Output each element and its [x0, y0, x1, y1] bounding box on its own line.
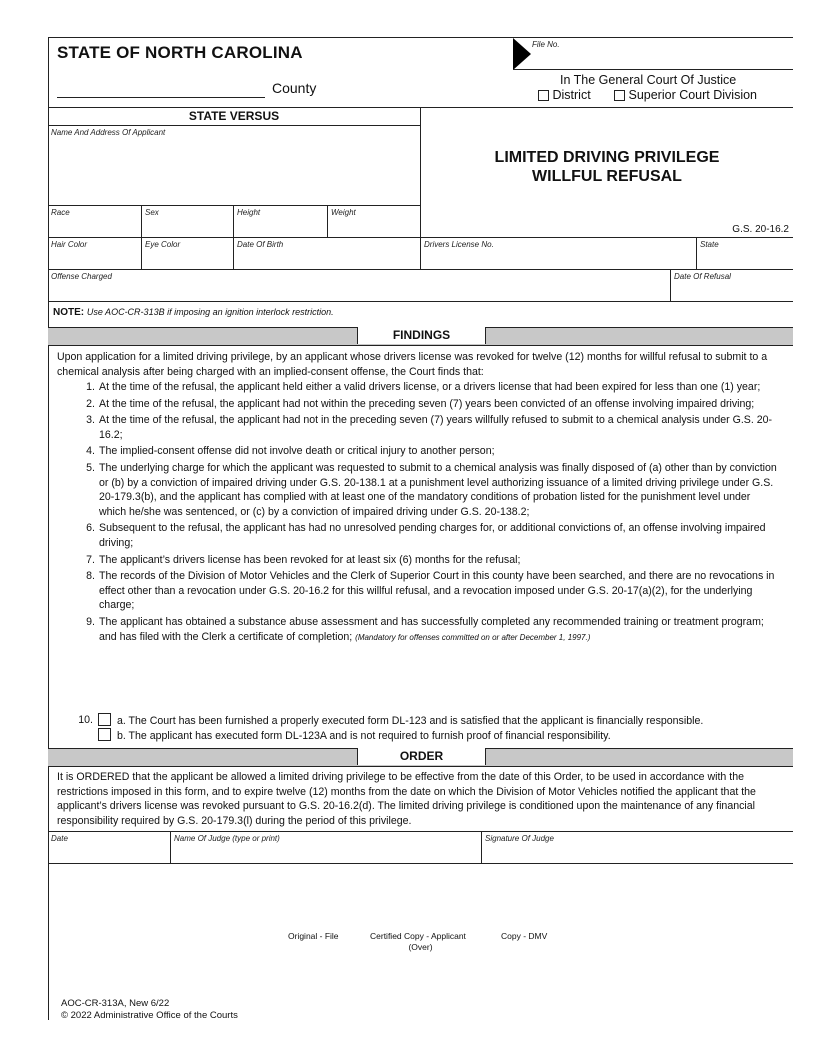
hair-color-label: Hair Color — [51, 240, 88, 249]
file-no-label: File No. — [532, 40, 560, 49]
offense-date-div — [670, 269, 671, 301]
superior-checkbox[interactable] — [614, 90, 625, 101]
signature-row-top — [48, 831, 793, 832]
form-number: AOC-CR-313A, New 6/22 — [61, 998, 170, 1009]
finding-10b-row[interactable] — [98, 728, 611, 744]
judge-name-label: Name Of Judge (type or print) — [174, 834, 280, 843]
county-blank[interactable] — [57, 97, 265, 98]
date-judge-div — [170, 831, 171, 863]
district-checkbox-group[interactable] — [538, 88, 591, 102]
court-label: In The General Court Of Justice — [560, 73, 737, 87]
state-title: STATE OF NORTH CAROLINA — [57, 43, 303, 62]
weight-label: Weight — [331, 208, 356, 217]
finding-10a-text: a. The Court has been furnished a properly executed form DL-123 and is satisfied that the applicant is financially responsible. — [116, 715, 704, 727]
finding-item: 8. The records of the Division of Motor Vehicles and the Clerk of Superior Court in this county have been searched, and there are no revocations in effect other than a revocation under G.S. 20-16.2 for this willful refusal, and a revocation imposed under G.S. 20-17(a)(2), for the underlying charge; — [86, 570, 775, 612]
finding-item: 3. At the time of the refusal, the applicant had not in the preceding seven (7) years willfully refused to submit to a chemical analysis under G.S. 20-16.2; — [86, 414, 773, 441]
finding-item: 7. The applicant’s drivers license has been revoked for at least six (6) months for the refusal; — [86, 553, 521, 566]
note-label: NOTE: — [53, 307, 85, 318]
findings-intro: Upon application for a limited driving privilege, by an applicant whose drivers license was revoked for twelve (12) months for willful refusal to submit to a chemical analysis after being charged with an implied-consent offense, the Court finds that: — [57, 351, 768, 378]
race-row-top — [48, 205, 420, 206]
date-field[interactable] — [50, 844, 168, 862]
applicant-field[interactable] — [50, 138, 418, 204]
district-checkbox[interactable] — [538, 90, 549, 101]
file-no-underline — [513, 69, 793, 70]
sex-label: Sex — [145, 208, 159, 217]
judge-signature-label: Signature Of Judge — [485, 834, 554, 843]
judge-sig-div — [481, 831, 482, 863]
eye-color-label: Eye Color — [145, 240, 181, 249]
offense-row-top — [48, 269, 793, 270]
judge-name-field[interactable] — [172, 844, 479, 862]
dist-certified: Certified Copy - Applicant — [370, 931, 466, 941]
finding-item: 1. At the time of the refusal, the applicant held either a valid drivers license, or a drivers license that had been expired for less than one (1) year; — [86, 381, 761, 393]
state-label: State — [700, 240, 719, 249]
license-no-label: Drivers License No. — [424, 240, 494, 249]
note-text: Use AOC-CR-313B if imposing an ignition interlock restriction. — [86, 307, 334, 317]
file-no-arrow-icon — [513, 38, 531, 70]
county-label: County — [272, 80, 317, 96]
height-weight-div — [327, 205, 328, 237]
signature-row-bottom — [48, 863, 793, 864]
order-text: It is ORDERED that the applicant be allowed a limited driving privilege to be effective from the date of this Order, to be used in accordance with the restrictions imposed in this form, and to expire twelve (12) months from the date on which the Division of Motor Vehicles notified the applicant that the applicant’s drivers license was revoked pursuant to G.S. 20-16.2(d). The limited driving privilege is conditioned upon the maintenance of any financial responsibility required by G.S. 20-179.3(l) during the period of this privilege. — [57, 771, 756, 827]
hair-row-top — [48, 237, 793, 238]
finding-10b-text: b. The applicant has executed form DL-123A and is not required to furnish proof of financial responsibility. — [116, 730, 611, 742]
superior-label: Superior Court Division — [628, 88, 758, 102]
dob-label: Date Of Birth — [237, 240, 284, 249]
district-label: District — [552, 88, 591, 102]
form-title-line1: LIMITED DRIVING PRIVILEGE — [494, 149, 720, 166]
statute-ref: G.S. 20-16.2 — [732, 224, 789, 235]
refusal-date-label: Date Of Refusal — [674, 272, 731, 281]
dist-original: Original - File — [288, 931, 339, 941]
finding-item: 4. The implied-consent offense did not involve death or critical injury to another person; — [86, 445, 495, 458]
judge-signature-field[interactable] — [483, 844, 791, 862]
form-title-line2: WILLFUL REFUSAL — [532, 168, 682, 185]
caption-divider-v — [420, 107, 421, 269]
height-label: Height — [237, 208, 261, 217]
applicant-label: Name And Address Of Applicant — [51, 128, 166, 137]
dist-copy: Copy - DMV — [501, 931, 548, 941]
finding-9-note: (Mandatory for offenses committed on or after December 1, 1997.) — [355, 632, 591, 642]
finding-item: 9. The applicant has obtained a substance abuse assessment and has successfully completed any recommended training or treatment program; and has filed with the Clerk a certificate of completion; (Mandatory for offenses committed on or after December 1, 1997.) — [86, 615, 764, 643]
file-no-field[interactable] — [532, 50, 792, 68]
offense-row-bottom — [48, 301, 793, 302]
finding-10b-checkbox[interactable] — [98, 728, 111, 741]
offense-label: Offense Charged — [51, 272, 112, 281]
license-state-div — [696, 237, 697, 269]
finding-10a-row[interactable] — [98, 713, 703, 729]
date-label: Date — [51, 834, 68, 843]
top-border — [48, 37, 793, 38]
race-label: Race — [51, 208, 70, 217]
copyright: © 2022 Administrative Office of the Courts — [61, 1010, 238, 1021]
finding-10-num: 10. — [78, 714, 93, 726]
state-versus-heading: STATE VERSUS — [188, 109, 280, 123]
note — [53, 307, 334, 318]
versus-underline — [48, 125, 420, 126]
superior-checkbox-group[interactable] — [614, 88, 757, 102]
finding-item: 2. At the time of the refusal, the applicant had not within the preceding seven (7) years been convicted of an offense involving impaired driving; — [86, 397, 755, 410]
finding-item: 6. Subsequent to the refusal, the applicant has had no unresolved pending charges for, or additional convictions of, an offense involving impaired driving; — [86, 522, 766, 549]
finding-item: 5. The underlying charge for which the applicant was requested to submit to a chemical analysis was finally disposed of (a) other than by conviction or (b) by a conviction of impaired driving under G.S. 20-138.1 at a punishment level authorizing issuance of a limited driving privilege under G.S. 20-179.3(b), and the applicant has complied with at least one of the mandatory conditions of probation listed for the punishment level under which he/she was sentenced, or (c) by a conviction of impaired driving under G.S. 20-138.2; — [86, 461, 777, 518]
finding-10a-checkbox[interactable] — [98, 713, 111, 726]
form-title — [421, 148, 793, 186]
order-heading: ORDER — [357, 748, 486, 765]
findings-heading: FINDINGS — [357, 327, 486, 344]
findings-list — [49, 380, 780, 647]
dist-over: (Over) — [408, 942, 433, 952]
